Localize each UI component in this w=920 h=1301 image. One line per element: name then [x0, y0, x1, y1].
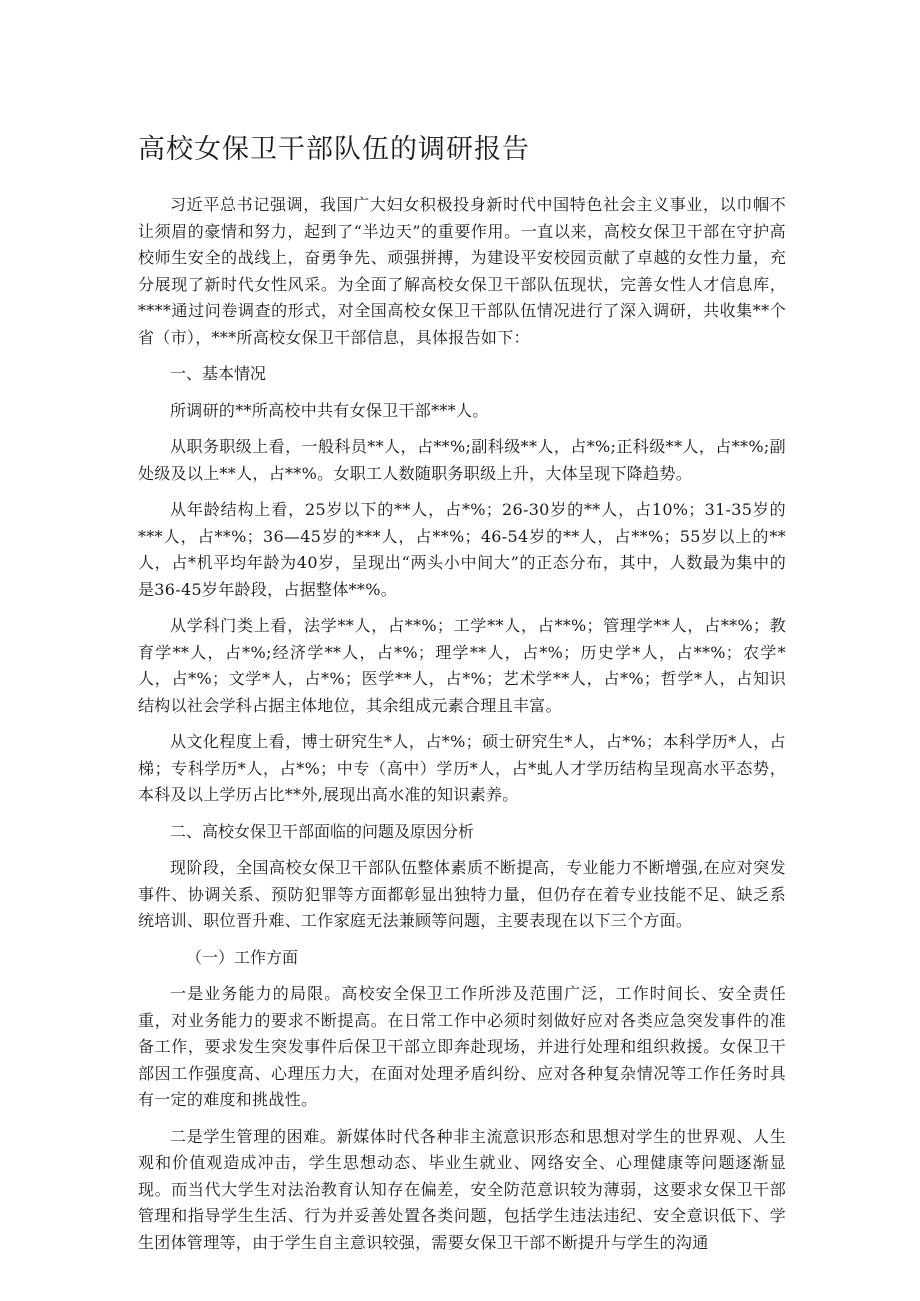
document-page — [138, 130, 786, 1266]
paragraph-work-ability: 一是业务能力的局限。高校安全保卫工作所涉及范围广泛，工作时间长、安全责任重，对业务能力的要求不断提高。在日常工作中必须时刻做好应对各类应急突发事件的准备工作，要求发生突发事件后保卫干部立即奔赴现场，并进行处理和组织救援。女保卫干部因工作强度高、心理压力大，在面对处理矛盾纠纷、应对各种复杂情况等工作任务时具有一定的难度和挑战性。 — [138, 984, 786, 1109]
section-heading-basic-situation: 一、基本情况 — [170, 364, 267, 383]
paragraph-age-structure: 从年龄结构上看，25岁以下的**人，占*%；26-30岁的**人，占10%；31-35岁的***人，占**%；36—45岁的***人，占**%；46-54岁的**人，占**%；55岁以上的**人，占*机平均年龄为40岁，呈现出“两头小中间大”的正态分布，其中，人数最为集中的是36-45岁年龄段，占据整体**%。 — [138, 500, 786, 599]
page-title: 高校女保卫干部队伍的调研报告 — [138, 134, 530, 165]
intro-paragraph: 习近平总书记强调，我国广大妇女积极投身新时代中国特色社会主义事业，以巾帼不让须眉的豪情和努力，起到了“半边天”的重要作用。一直以来，高校女保卫干部在守护高校师生安全的战线上，奋勇争先、顽强拼搏，为建设平安校园贡献了卓越的女性力量，充分展现了新时代女性风采。为全面了解高校女保卫干部队伍现状，完善女性人才信息库，****通过问卷调查的形式，对全国高校女保卫干部队伍情况进行了深入调研，共收集**个省（市），***所高校女保卫干部信息，具体报告如下： — [138, 195, 786, 347]
paragraph-discipline-structure: 从学科门类上看，法学**人，占**%；工学**人，占**%；管理学**人，占**%；教育学**人，占*%;经济学**人，占*%；理学**人，占*%；历史学*人，占**%；农学*人，占*%；文学*人，占*%；医学**人，占*%；艺术学**人，占*%；哲学*人，占知识结构以社会学科占据主体地位，其余组成元素合理且丰富。 — [138, 616, 786, 715]
paragraph-education-level: 从文化程度上看，博士研究生*人，占*%；硕士研究生*人，占*%；本科学历*人，占梯；专科学历*人，占*%；中专（高中）学历*人，占*虬人才学历结构呈现高水平态势，本科及以上学历占比**外,展现出高水准的知识素养。 — [138, 732, 786, 804]
paragraph-rank-structure: 从职务职级上看，一般科员**人，占**%;副科级**人，占*%;正科级**人，占**%;副处级及以上**人，占**%。女职工人数随职务职级上升，大体呈现下降趋势。 — [138, 437, 786, 483]
paragraph-total-count: 所调研的**所高校中共有女保卫干部***人。 — [170, 400, 489, 420]
paragraph-student-management: 二是学生管理的困难。新媒体时代各种非主流意识形态和思想对学生的世界观、人生观和价值观造成冲击，学生思想动态、毕业生就业、网络安全、心理健康等问题逐渐显现。而当代大学生对法治教育认知存在偏差，安全防范意识较为薄弱，这要求女保卫干部管理和指导学生生活、行为并妥善处置各类问题，包括学生违法违纪、安全意识低下、学生团体管理等，由于学生自主意识较强，需要女保卫干部不断提升与学生的沟通 — [138, 1126, 786, 1252]
section-heading-problems: 二、高校女保卫干部面临的问题及原因分析 — [170, 821, 475, 841]
subsection-heading-work: （一）工作方面 — [186, 947, 299, 967]
paragraph-problems-overview: 现阶段，全国高校女保卫干部队伍整体素质不断提高，专业能力不断增强,在应对突发事件、协调关系、预防犯罪等方面都彰显出独特力量，但仍存在着专业技能不足、缺乏系统培训、职位晋升难、工作家庭无法兼顾等问题，主要表现在以下三个方面。 — [138, 858, 786, 930]
